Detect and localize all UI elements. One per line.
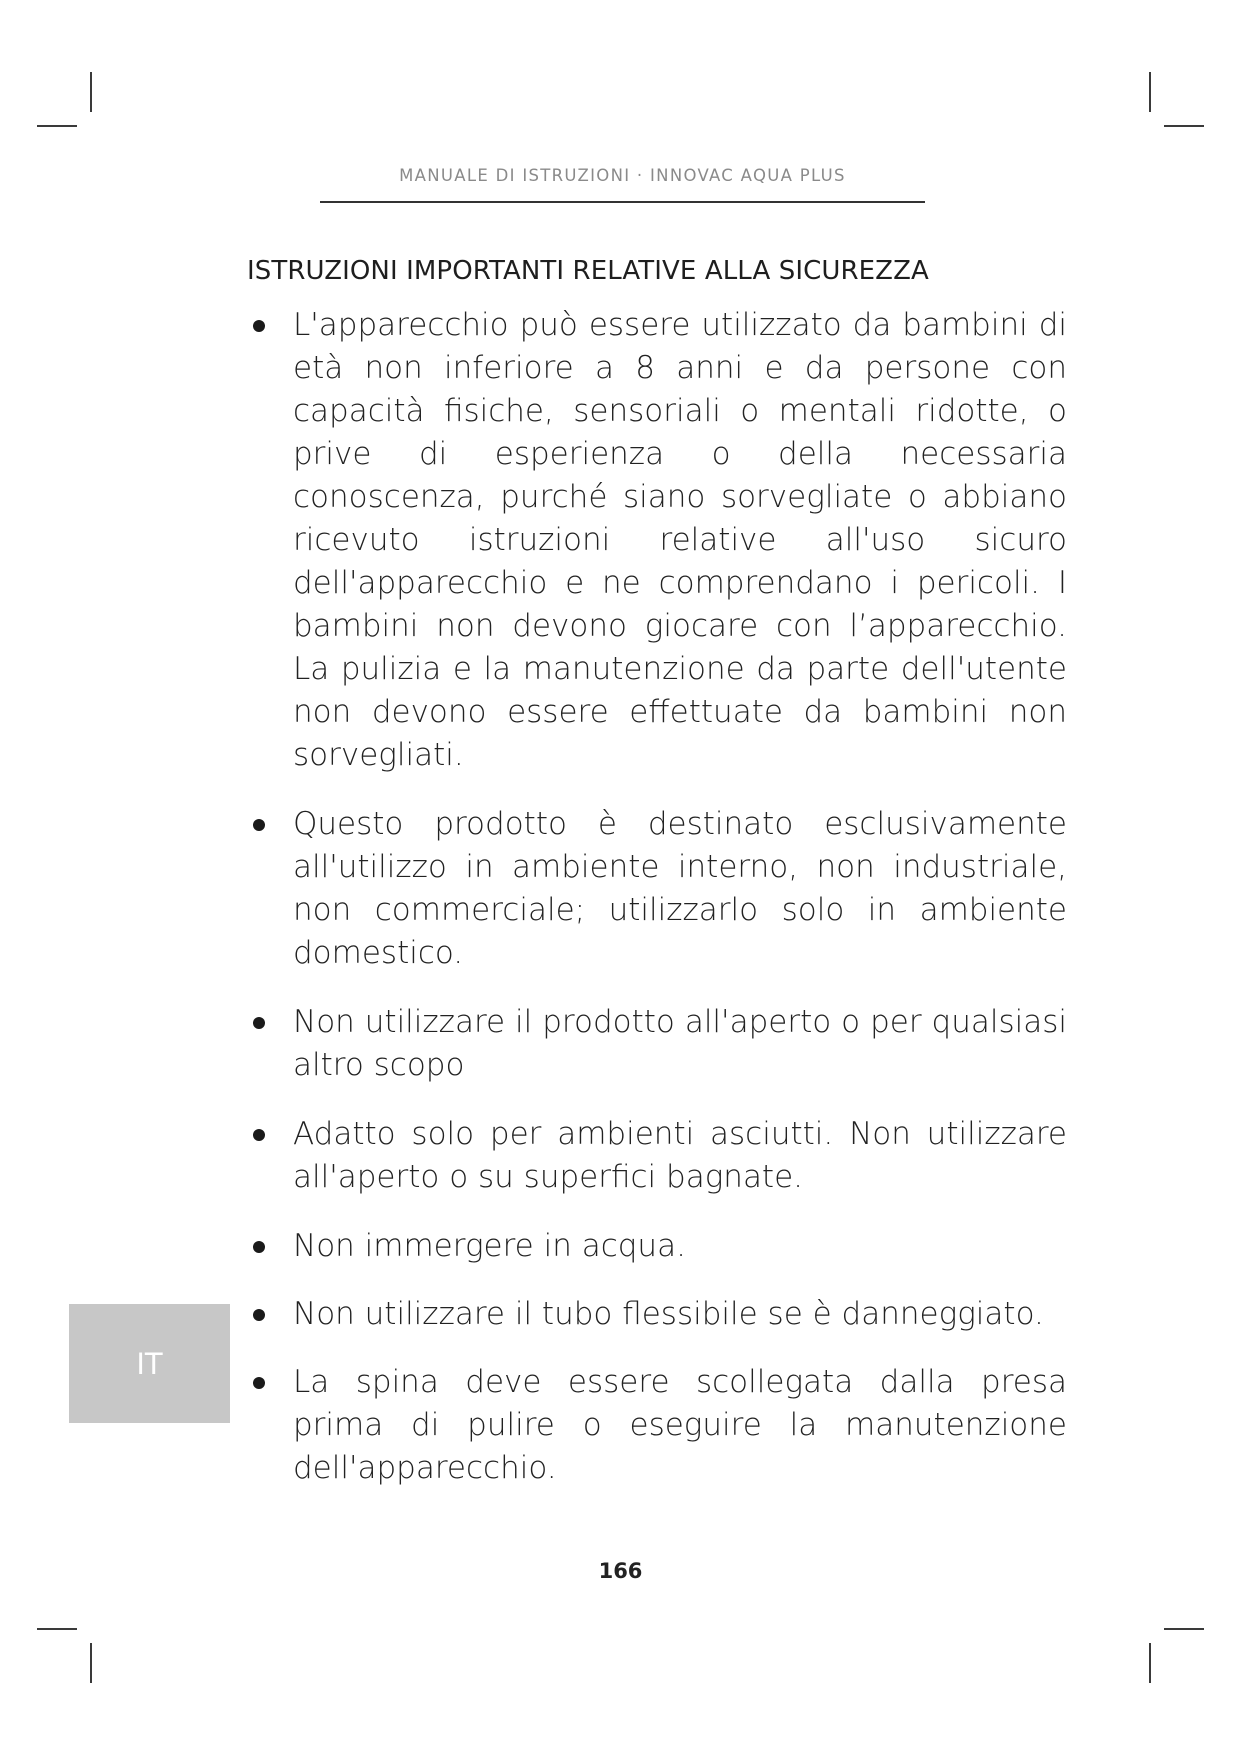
safety-section [247, 256, 1067, 1516]
language-tab [69, 1304, 230, 1423]
list-item [247, 1113, 1067, 1199]
language-tab-label: IT [136, 1346, 163, 1381]
list-item-text: Non utilizzare il prodotto all'aperto o per qualsiasi altro scopo [293, 1004, 1067, 1083]
bullet-icon [253, 320, 265, 332]
crop-mark-top-right-vertical [1149, 72, 1151, 112]
bullet-icon [253, 1377, 265, 1389]
list-item [247, 304, 1067, 777]
bullet-icon [253, 1129, 265, 1141]
crop-mark-top-left-horizontal [37, 125, 77, 127]
crop-mark-bottom-right-vertical [1149, 1643, 1151, 1683]
list-item-text: Non utilizzare il tubo flessibile se è danneggiato. [293, 1296, 1044, 1332]
header-rule [320, 201, 925, 203]
crop-mark-bottom-right-horizontal [1164, 1628, 1204, 1630]
list-item-text: Non immergere in acqua. [293, 1228, 686, 1264]
crop-mark-bottom-left-horizontal [37, 1628, 77, 1630]
crop-mark-top-left-vertical [90, 72, 92, 112]
list-item-text: Adatto solo per ambienti asciutti. Non utilizzare all'aperto o su superfici bagnate. [293, 1116, 1067, 1195]
bullet-icon [253, 1017, 265, 1029]
bullet-icon [253, 819, 265, 831]
bullet-icon [253, 1309, 265, 1321]
list-item [247, 803, 1067, 975]
crop-mark-top-right-horizontal [1164, 125, 1204, 127]
page-number: 166 [598, 1559, 643, 1583]
list-item [247, 1225, 1067, 1268]
running-header: MANUALE DI ISTRUZIONI · INNOVAC AQUA PLUS [399, 166, 846, 185]
list-item [247, 1361, 1067, 1490]
list-item [247, 1293, 1067, 1336]
section-title: ISTRUZIONI IMPORTANTI RELATIVE ALLA SICUREZZA [247, 256, 929, 286]
list-item-text: L'apparecchio può essere utilizzato da bambini di età non inferiore a 8 anni e da persone con capacità fisiche, sensoriali o mentali ridotte, o prive di esperienza o della necessaria conoscenza, purché siano sorvegliate o abbiano ricevuto istruzioni relative all'uso sicuro dell'apparecchio e ne comprendano i pericoli. I bambini non devono giocare con l’apparecchio. La pulizia e la manutenzione da parte dell'utente non devono essere effettuate da bambini non sorvegliati. [293, 307, 1067, 773]
list-item-text: Questo prodotto è destinato esclusivamente all'utilizzo in ambiente interno, non industriale, non commerciale; utilizzarlo solo in ambiente domestico. [293, 806, 1067, 971]
list-item-text: La spina deve essere scollegata dalla presa prima di pulire o eseguire la manutenzione dell'apparecchio. [293, 1364, 1067, 1486]
list-item [247, 1001, 1067, 1087]
safety-list [247, 304, 1067, 1490]
bullet-icon [253, 1241, 265, 1253]
crop-mark-bottom-left-vertical [90, 1643, 92, 1683]
